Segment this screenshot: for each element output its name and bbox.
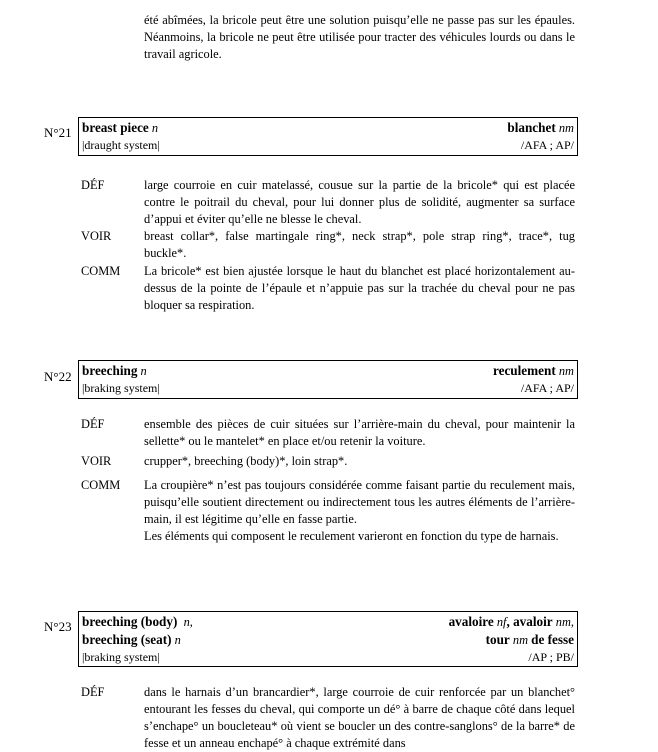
see-also: breast collar*, false martingale ring*, neck strap*, pole strap ring*, trace*, tug buckle*. bbox=[144, 229, 575, 260]
entry-header-box bbox=[78, 360, 578, 399]
entry-number: N°22 bbox=[44, 369, 72, 384]
comment-paragraph: Les éléments qui composent le reculement varieront en fonction du type de harnais. bbox=[144, 529, 559, 543]
subject-domain: |braking system| bbox=[82, 650, 160, 664]
source-codes: /AFA ; AP/ bbox=[520, 138, 574, 152]
comment-paragraph: La croupière* n’est pas toujours considérée comme faisant partie du reculement mais, puisqu’elle soutient directement ou indirectement tous les autres éléments de l’arrière-main, il est légitime qu’elle en fasse partie. bbox=[144, 478, 575, 526]
definition: ensemble des pièces de cuir situées sur l’arrière-main du cheval, pour maintenir la sellette* ou le mantelet* en place et/ou retenir la voiture. bbox=[144, 417, 575, 448]
french-term: reculement nm bbox=[492, 363, 574, 378]
subject-domain: |draught system| bbox=[82, 138, 160, 152]
comment: La bricole* est bien ajustée lorsque le haut du blanchet est placé horizontalement au-dessus de la pointe de l’épaule et n’appuie pas sur la trachée du cheval pour ne pas bloquer sa respiration. bbox=[144, 264, 575, 312]
entry-header-box bbox=[78, 611, 578, 667]
english-term-variant: breeching (seat) n bbox=[82, 632, 181, 647]
subject-domain: |braking system| bbox=[82, 381, 160, 395]
entry-header-box bbox=[78, 117, 578, 156]
entry-number: N°23 bbox=[44, 619, 72, 634]
voir-label: VOIR bbox=[81, 229, 112, 243]
english-term: breeching n bbox=[82, 363, 147, 378]
definition: large courroie en cuir matelassé, cousue sur la partie de la bricole* qui est placée contre le poitrail du cheval, pour lui donner plus de solidité, augmenter sa surface d’appui et éviter qu’elle ne blesse le cheval. bbox=[144, 178, 575, 226]
english-term: breeching (body) n, bbox=[82, 614, 193, 629]
source-codes: /AP ; PB/ bbox=[528, 650, 574, 664]
entry-number: N°21 bbox=[44, 125, 72, 140]
comm-label: COMM bbox=[81, 264, 121, 278]
def-label: DÉF bbox=[81, 178, 105, 192]
voir-label: VOIR bbox=[81, 454, 112, 468]
see-also: crupper*, breeching (body)*, loin strap*. bbox=[144, 454, 348, 468]
intro-paragraph: été abîmées, la bricole peut être une solution puisqu’elle ne passe pas sur les épaules. Néanmoins, la bricole ne peut être utilisée pour tracter des véhicules lourds ou dans le travail agricole. bbox=[144, 13, 575, 61]
comm-label: COMM bbox=[81, 478, 121, 492]
english-term: breast piece n bbox=[82, 120, 159, 135]
french-term-variant: tour nm de fesse bbox=[485, 632, 574, 647]
french-term: blanchet nm bbox=[507, 120, 574, 135]
definition: dans le harnais d’un brancardier*, large courroie de cuir renforcée par un blanchet° entourant les fesses du cheval, qui comporte un dé° à barre de chaque côté dans lequel s’enchape° un boucleteau* où vient se boucler un des contre-sanglons° de la barre* de fesse et un anneau enchapé° à chaque extrémité dans bbox=[144, 685, 575, 750]
def-label: DÉF bbox=[81, 685, 105, 699]
source-codes: /AFA ; AP/ bbox=[520, 381, 574, 395]
comment bbox=[144, 477, 575, 545]
french-term: avaloire nf, avaloir nm, bbox=[448, 614, 574, 629]
def-label: DÉF bbox=[81, 417, 105, 431]
